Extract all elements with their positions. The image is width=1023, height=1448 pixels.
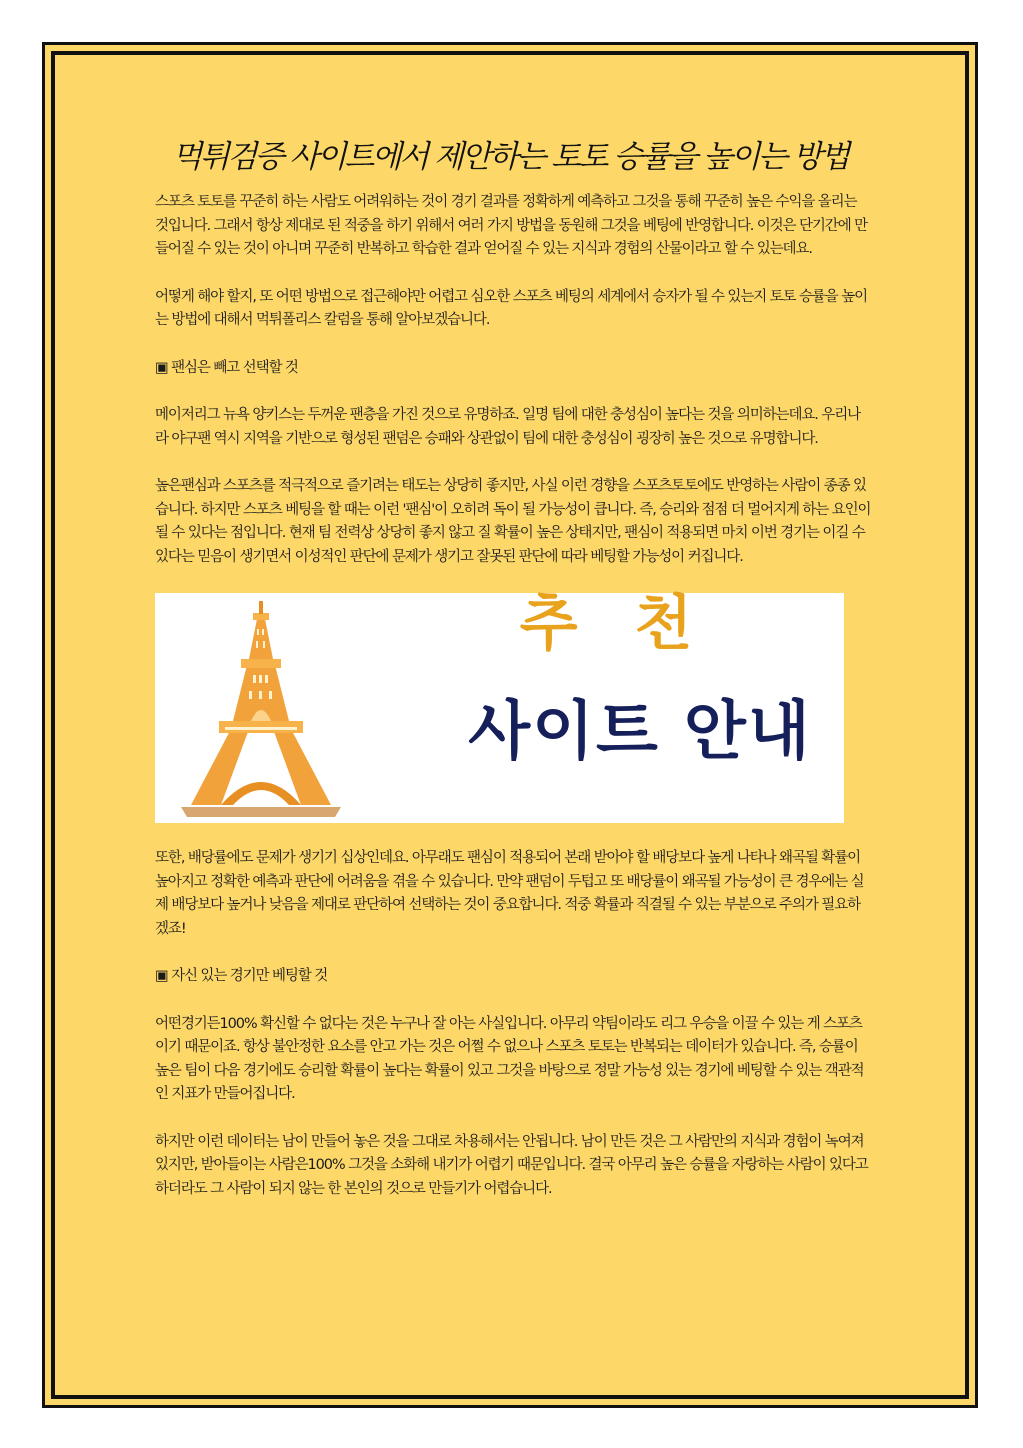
recommended-site-banner[interactable] [155, 589, 844, 823]
paragraph: 높은팬심과 스포츠를 적극적으로 즐기려는 태도는 상당히 좋지만, 사실 이런 경향을 스포츠토토에도 반영하는 사람이 종종 있습니다. 하지만 스포츠 베팅을 할 때는 이런 '팬심'이 오히려 독이 될 가능성이 큽니다. 즉, 승리와 점점 더 멀어지게 하는 요인이 될 수 있다는 점입니다. 현재 팀 전력상 상당히 좋지 않고 질 확률이 높은 상태지만, 팬심이 적용되면 마치 이번 경기는 이길 수 있다는 믿음이 생기면서 이성적인 판단에 문제가 생기고 잘못된 판단에 따라 베팅할 가능성이 커집니다. [155, 478, 871, 565]
paragraph: 메이저리그 뉴욕 양키스는 두꺼운 팬층을 가진 것으로 유명하죠. 일명 팀에 대한 충성심이 높다는 것을 의미하는데요. 우리나라 야구팬 역시 지역을 기반으로 형성된 팬덤은 승패와 상관없이 팀에 대한 충성심이 굉장히 높은 것으로 유명합니다. [155, 407, 861, 447]
section-heading-fan-loyalty: ▣ 팬심은 빼고 선택할 것 [155, 359, 298, 376]
paragraph: 하지만 이런 데이터는 남이 만들어 놓은 것을 그대로 차용해서는 안됩니다. 남이 만든 것은 그 사람만의 지식과 경험이 녹여져 있지만, 받아들이는 사람은100% 그것을 소화해 내기가 어렵기 때문입니다. 결국 아무리 높은 승률을 자랑하는 사람이 있다고 하더라도 그 사람이 되지 않는 한 본인의 것으로 만들기가 어렵습니다. [155, 1133, 868, 1197]
article-body [155, 191, 871, 1225]
banner-headline-site-guide: 사이트 안내 [468, 695, 812, 769]
eiffel-tower-icon [161, 599, 361, 819]
section-heading-confident-bets: ▣ 자신 있는 경기만 베팅할 것 [155, 968, 328, 984]
paragraph: 또한, 배당률에도 문제가 생기기 십상인데요. 아무래도 팬심이 적용되어 본래 받아야 할 배당보다 높게 나타나 왜곡될 확률이 높아지고 정확한 예측과 판단에 어려움을 겪을 수 있습니다. 만약 팬덤이 두텁고 또 배당률이 왜곡될 가능성이 큰 경우에는 실제 배당보다 높거나 낮음을 제대로 판단하여 선택하는 것이 중요합니다. 적중 확률과 직결될 수 있는 부분으로 주의가 필요하겠죠! [155, 850, 864, 937]
banner-headline-recommend: 추 천 [519, 589, 711, 659]
paragraph: 어떻게 해야 할지, 또 어떤 방법으로 접근해야만 어렵고 심오한 스포츠 베팅의 세계에서 승자가 될 수 있는지 토토 승률을 높이는 방법에 대해서 먹튀폴리스 칼럼을 통해 알아보겠습니다. [155, 288, 868, 328]
page-title: 먹튀검증 사이트에서 제안하는 토토 승률을 높이는 방법 [172, 139, 848, 175]
page-frame [42, 42, 978, 1408]
paragraph: 어떤경기든100% 확신할 수 없다는 것은 누구나 잘 아는 사실입니다. 아무리 약팀이라도 리그 우승을 이끌 수 있는 게 스포츠이기 때문이죠. 항상 불안정한 요소를 안고 가는 것은 어쩔 수 없으나 스포츠 토토는 반복되는 데이터가 있습니다. 즉, 승률이 높은 팀이 다음 경기에도 승리할 확률이 높다는 확률이 있고 그것을 바탕으로 정말 가능성 있는 경기에 베팅할 수 있는 객관적인 지표가 만들어집니다. [155, 1015, 864, 1102]
paragraph: 스포츠 토토를 꾸준히 하는 사람도 어려워하는 것이 경기 결과를 정확하게 예측하고 그것을 통해 꾸준히 높은 수익을 올리는 것입니다. 그래서 항상 제대로 된 적중을 하기 위해서 여러 가지 방법을 동원해 그것을 베팅에 반영합니다. 이것은 단기간에 만들어질 수 있는 것이 아니며 꾸준히 반복하고 학습한 결과 얻어질 수 있는 지식과 경험의 산물이라고 할 수 있는데요. [155, 194, 868, 257]
